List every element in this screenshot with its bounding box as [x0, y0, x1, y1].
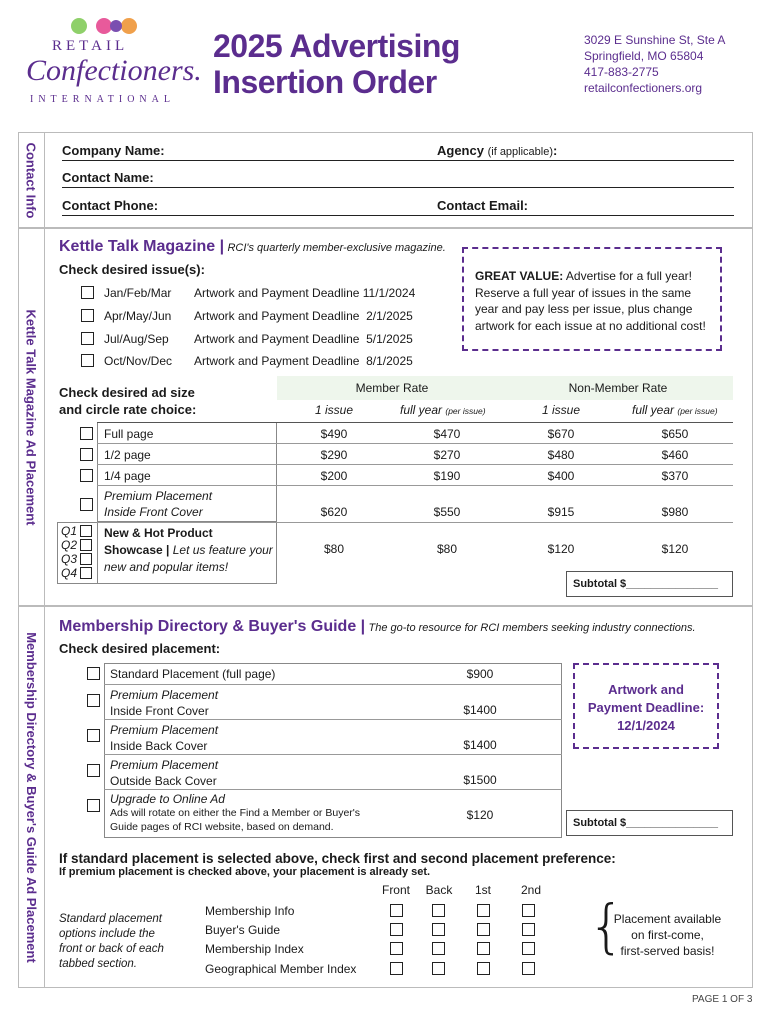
contact-phone-label: Contact Phone: [62, 198, 159, 213]
table-rule [104, 684, 562, 685]
pref-1st-checkbox[interactable] [477, 923, 490, 936]
price-cell[interactable]: $650 [661, 427, 689, 441]
pref-1st-checkbox[interactable] [477, 942, 490, 955]
pref-1st-checkbox[interactable] [477, 962, 490, 975]
company-label: Company Name: [62, 143, 165, 158]
price-cell[interactable]: $1400 [463, 738, 497, 752]
premium-option-label: Premium Placement Inside Front Cover [110, 688, 219, 718]
size-checkbox[interactable] [80, 427, 93, 440]
website-link[interactable]: retailconfectioners.org [584, 81, 703, 95]
logo-confectioners: Confectioners. [26, 54, 202, 87]
table-rule [97, 485, 733, 486]
pref-row-label: Membership Index [205, 942, 304, 956]
price-cell[interactable]: $400 [547, 469, 575, 483]
contact-name-label: Contact Name: [62, 170, 154, 185]
placement-checkbox[interactable] [87, 764, 100, 777]
table-rule [104, 789, 562, 790]
col-2nd: 2nd [520, 883, 542, 897]
price-cell[interactable]: $980 [661, 505, 689, 519]
price-cell[interactable]: $80 [436, 542, 458, 556]
phone: 417-883-2775 [584, 65, 659, 79]
preference-heading: If standard placement is selected above, check first and second placement preference: [59, 851, 616, 866]
premium-placement-label: Premium Placement Inside Front Cover [104, 489, 213, 519]
premium-option-label: Premium Placement Outside Back Cover [110, 758, 219, 788]
price-cell[interactable]: $1400 [463, 703, 497, 717]
col-1-issue-nm: 1 issue [541, 403, 581, 417]
pref-front-checkbox[interactable] [390, 923, 403, 936]
price-cell[interactable]: $460 [661, 448, 689, 462]
title-line-2: Insertion Order [213, 64, 437, 100]
ad-size-label: Check desired ad size and circle rate choice: [59, 385, 197, 417]
price-cell[interactable]: $200 [320, 469, 348, 483]
placement-checkbox[interactable] [87, 799, 100, 812]
quarter-checkbox[interactable] [80, 525, 92, 537]
col-front: Front [381, 883, 410, 897]
pref-2nd-checkbox[interactable] [522, 942, 535, 955]
contact-section-label: Contact Info [23, 142, 39, 218]
price-cell[interactable]: $900 [466, 667, 494, 681]
pref-back-checkbox[interactable] [432, 962, 445, 975]
placement-checkbox[interactable] [87, 667, 100, 680]
standard-placement-label: Standard Placement (full page) [110, 667, 276, 681]
table-rule [97, 522, 733, 523]
contact-phone-field[interactable] [62, 198, 734, 216]
agency-label: Agency (if applicable): [437, 143, 558, 158]
quarter-checkbox[interactable] [80, 539, 92, 551]
issue-deadline: Artwork and Payment Deadline 11/1/2024 [194, 286, 416, 300]
pref-front-checkbox[interactable] [390, 962, 403, 975]
logo-international: INTERNATIONAL [30, 94, 175, 105]
price-cell[interactable]: $550 [433, 505, 461, 519]
table-rule [104, 719, 562, 720]
table-rule [97, 422, 733, 423]
kettle-heading: Kettle Talk Magazine | RCI's quarterly member-exclusive magazine. [59, 238, 446, 255]
price-cell[interactable]: $490 [320, 427, 348, 441]
page-number: PAGE 1 OF 3 [692, 994, 753, 1005]
quarter-checkbox[interactable] [80, 567, 92, 579]
size-name: 1/4 page [104, 469, 151, 483]
pref-front-checkbox[interactable] [390, 942, 403, 955]
pref-2nd-checkbox[interactable] [522, 923, 535, 936]
address-line-1: 3029 E Sunshine St, Ste A [584, 33, 726, 47]
price-cell[interactable]: $290 [320, 448, 348, 462]
col-1st: 1st [474, 883, 491, 897]
issue-name: Jul/Aug/Sep [104, 332, 169, 346]
table-rule [97, 443, 733, 444]
divider [44, 228, 45, 606]
price-cell[interactable]: $1500 [463, 773, 497, 787]
issue-name: Jan/Feb/Mar [104, 286, 172, 300]
divider [44, 606, 45, 988]
pref-back-checkbox[interactable] [432, 923, 445, 936]
issue-deadline: Artwork and Payment Deadline 8/1/2025 [194, 354, 413, 368]
price-cell[interactable]: $120 [661, 542, 689, 556]
deadline-text: Artwork and Payment Deadline: 12/1/2024 [587, 682, 705, 733]
issue-checkbox[interactable] [81, 354, 94, 367]
price-cell[interactable]: $670 [547, 427, 575, 441]
table-rule [97, 464, 733, 465]
contact-name-field[interactable] [62, 170, 734, 188]
price-cell[interactable]: $915 [547, 505, 575, 519]
brace-icon: { [588, 892, 625, 960]
issue-deadline: Artwork and Payment Deadline 2/1/2025 [194, 309, 413, 323]
pref-2nd-checkbox[interactable] [522, 904, 535, 917]
price-cell[interactable]: $120 [466, 808, 494, 822]
directory-heading: Membership Directory & Buyer's Guide | The go-to resource for RCI members seeking industry connections. [59, 618, 696, 635]
directory-section-label: Membership Directory & Buyer's Guide Ad Placement [23, 631, 39, 963]
pref-row-label: Buyer's Guide [205, 923, 280, 937]
issue-checkbox[interactable] [81, 309, 94, 322]
table-rule [104, 754, 562, 755]
issue-checkbox[interactable] [81, 286, 94, 299]
newhot-label: New & Hot Product Showcase | Let us feature your new and popular items! [104, 526, 273, 574]
price-cell[interactable]: $270 [433, 448, 461, 462]
size-checkbox[interactable] [80, 469, 93, 482]
divider [44, 132, 45, 228]
size-name: Full page [104, 427, 154, 441]
pref-2nd-checkbox[interactable] [522, 962, 535, 975]
price-cell[interactable]: $120 [547, 542, 575, 556]
issue-name: Oct/Nov/Dec [104, 354, 173, 368]
check-issues-label: Check desired issue(s): [59, 262, 205, 277]
price-cell[interactable]: $470 [433, 427, 461, 441]
upgrade-online-label: Upgrade to Online Ad Ads will rotate on either the Find a Member or Buyer's Guide pages of RCI website, based on demand. [110, 792, 361, 833]
nonmember-rate-heading: Non-Member Rate [568, 381, 668, 395]
kettle-section-label: Kettle Talk Magazine Ad Placement [23, 308, 39, 526]
pref-row-label: Membership Info [205, 904, 295, 918]
rci-logo [22, 14, 202, 110]
col-full-year: full year (per issue) [400, 403, 486, 417]
logo-retail: RETAIL [52, 38, 129, 54]
price-cell[interactable]: $80 [323, 542, 345, 556]
size-name: 1/2 page [104, 448, 151, 462]
company-name-field[interactable] [62, 143, 734, 161]
price-cell[interactable]: $370 [661, 469, 689, 483]
directory-subtotal-field[interactable]: Subtotal $_______________ [566, 810, 733, 836]
great-value-text: GREAT VALUE: Advertise for a full year! Reserve a full year of issues in the same year and pay less per issue, plus change artwork for each issue at no additional cost! [475, 269, 706, 333]
kettle-subtotal-field[interactable]: Subtotal $_______________ [566, 571, 733, 597]
col-back: Back [425, 883, 453, 897]
price-cell[interactable]: $480 [547, 448, 575, 462]
pref-back-checkbox[interactable] [432, 904, 445, 917]
address-line-2: Springfield, MO 65804 [584, 49, 704, 63]
quarter-checkbox[interactable] [80, 553, 92, 565]
availability-note: Placement available on first-come, first-served basis! [613, 912, 722, 958]
standard-options-note: Standard placement options include the front or back of each tabbed section. [59, 913, 164, 970]
col-full-year-nm: full year (per issue) [632, 403, 718, 417]
quarter-labels: Q1 Q2 Q3 Q4 [61, 524, 78, 580]
col-1-issue: 1 issue [314, 403, 354, 417]
size-checkbox[interactable] [80, 498, 93, 511]
page-title [213, 28, 460, 100]
price-cell[interactable]: $190 [433, 469, 461, 483]
price-cell[interactable]: $620 [320, 505, 348, 519]
premium-option-label: Premium Placement Inside Back Cover [110, 723, 219, 753]
check-placement-label: Check desired placement: [59, 641, 221, 656]
title-line-1: 2025 Advertising [213, 28, 460, 64]
issue-name: Apr/May/Jun [104, 309, 172, 323]
placement-checkbox[interactable] [87, 729, 100, 742]
issue-checkbox[interactable] [81, 332, 94, 345]
pref-back-checkbox[interactable] [432, 942, 445, 955]
pref-front-checkbox[interactable] [390, 904, 403, 917]
contact-email-label: Contact Email: [437, 198, 529, 213]
address-block [584, 32, 725, 96]
pref-1st-checkbox[interactable] [477, 904, 490, 917]
member-rate-heading: Member Rate [355, 381, 429, 395]
issue-deadline: Artwork and Payment Deadline 5/1/2025 [194, 332, 413, 346]
placement-checkbox[interactable] [87, 694, 100, 707]
preference-subheading: If premium placement is checked above, your placement is already set. [59, 866, 431, 878]
pref-row-label: Geographical Member Index [205, 962, 357, 976]
size-checkbox[interactable] [80, 448, 93, 461]
